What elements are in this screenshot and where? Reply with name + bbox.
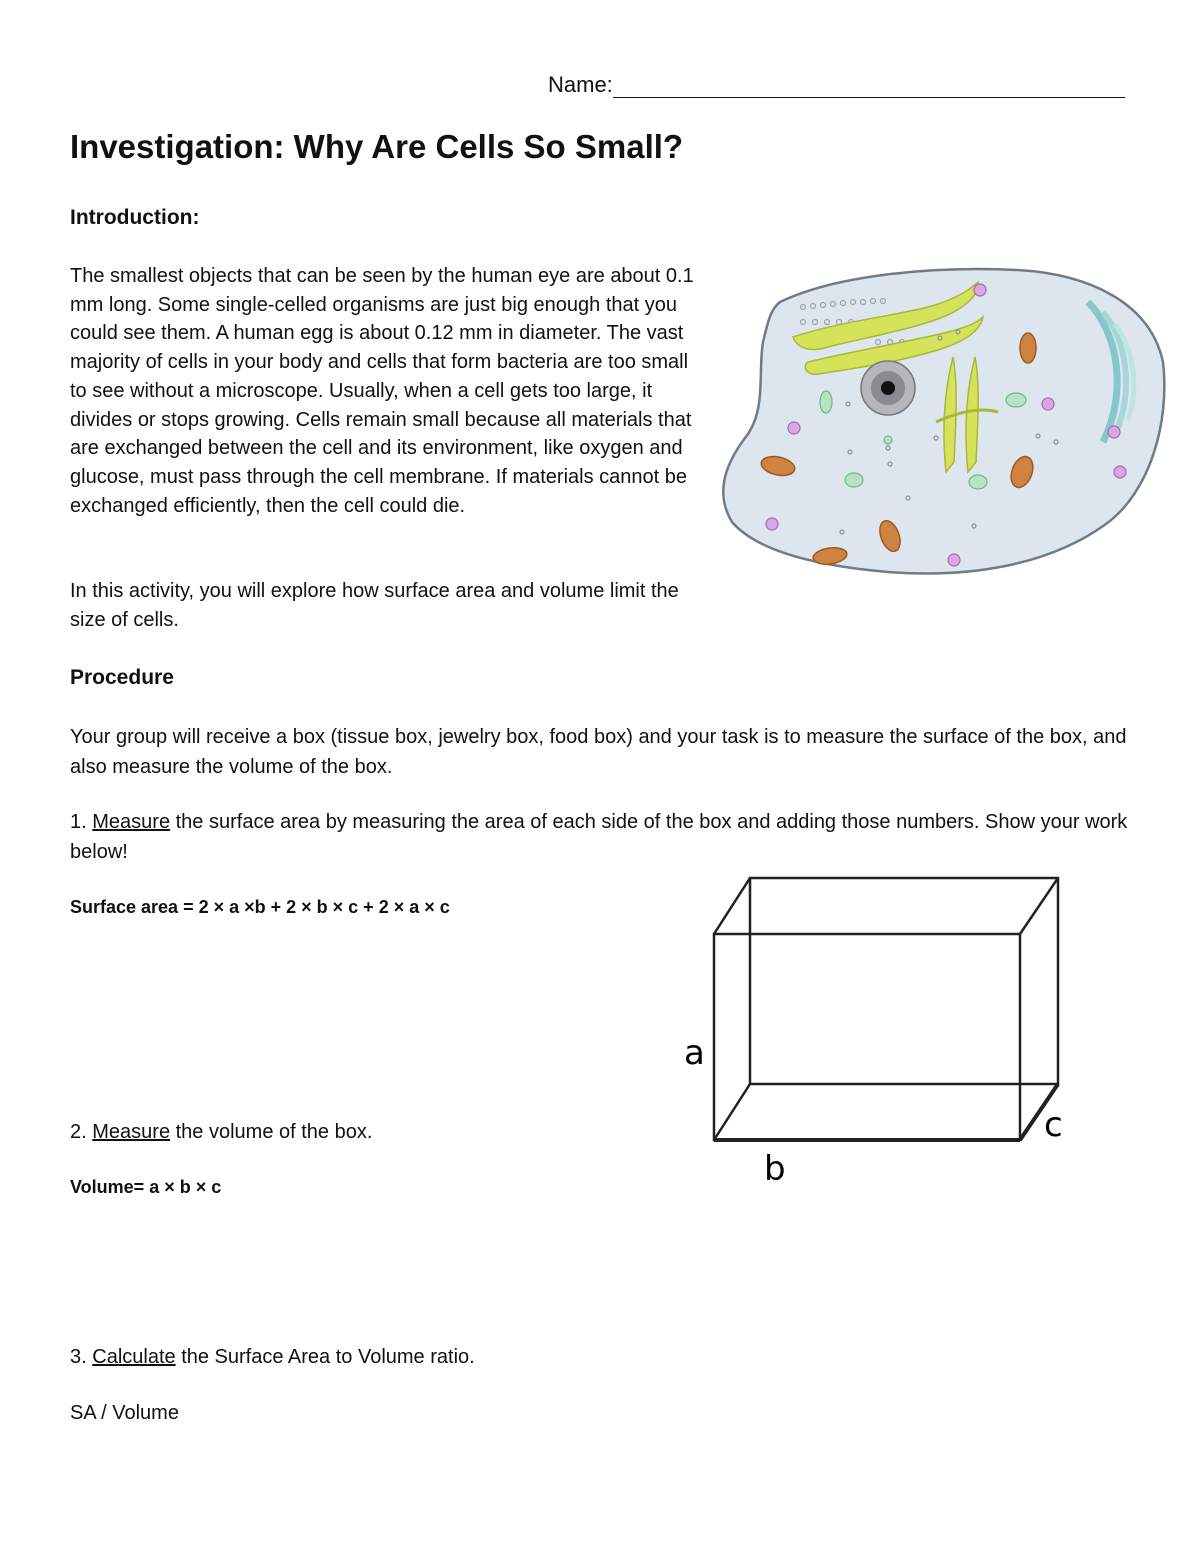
step-2-text: the volume of the box.	[170, 1121, 373, 1143]
box-back-face	[750, 878, 1058, 1084]
step-3-verb: Calculate	[92, 1346, 176, 1368]
introduction-paragraph: The smallest objects that can be seen by the human eye are about 0.1 mm long. Some single-celled organisms are just big enough that you could see them. A human egg is about 0.12 mm in diameter. The vast majority of cells in your body and cells that form bacteria are too small to see without a microscope. Usually, when a cell gets too large, it divides or stops growing. Cells remain small because all materials that are exchanged between the cell and its environment, like oxygen and glucose, must pass through the cell membrane. If materials cannot be exchanged efficiently, then the cell could die.	[70, 265, 694, 517]
surface-area-formula: Surface area = 2 × a ×b + 2 × b × c + 2 × a × c	[70, 897, 450, 917]
box-edges	[714, 878, 1058, 1140]
animal-cell-illustration	[718, 262, 1170, 586]
step-3	[70, 1343, 475, 1372]
step-2	[70, 1118, 372, 1147]
label-c: c	[1044, 1105, 1063, 1145]
step-3-text: the Surface Area to Volume ratio.	[175, 1346, 475, 1368]
step-2-number: 2.	[70, 1121, 93, 1143]
step-1-number: 1.	[70, 811, 93, 833]
step-1	[70, 807, 1130, 867]
label-b: b	[764, 1149, 786, 1189]
page-title: Investigation: Why Are Cells So Small?	[70, 128, 684, 165]
step-3-number: 3.	[70, 1346, 93, 1368]
box-front-face	[714, 934, 1020, 1140]
procedure-intro: Your group will receive a box (tissue box, jewelry box, food box) and your task is to measure the surface of the box, and also measure the volume of the box.	[70, 726, 1127, 778]
volume-formula: Volume= a × b × c	[70, 1177, 222, 1197]
label-a: a	[684, 1033, 705, 1073]
ratio-formula: SA / Volume	[70, 1402, 179, 1424]
box-diagram	[676, 870, 1080, 1190]
centrosome	[884, 436, 892, 444]
name-field[interactable]	[548, 72, 1125, 98]
introduction-heading: Introduction:	[70, 206, 200, 229]
name-label: Name:	[548, 72, 613, 97]
step-2-verb: Measure	[92, 1121, 171, 1143]
activity-paragraph: In this activity, you will explore how surface area and volume limit the size of cells.	[70, 580, 679, 631]
procedure-heading: Procedure	[70, 666, 174, 689]
name-blank-line[interactable]	[613, 77, 1125, 98]
step-1-text: the surface area by measuring the area of each side of the box and adding those numbers. Show your work below!	[70, 811, 1128, 863]
step-1-verb: Measure	[92, 811, 171, 833]
